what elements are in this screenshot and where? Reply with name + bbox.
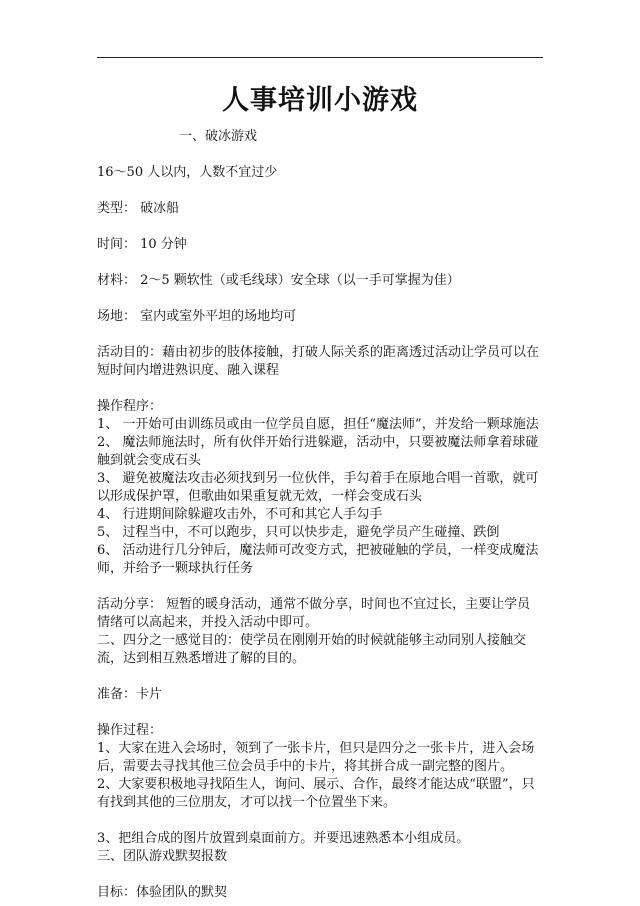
procedure-heading: 操作程序： [97, 399, 163, 414]
section-heading-icebreaker: 一、破冰游戏 [179, 129, 258, 144]
sharing-paragraph: 活动分享： 短暂的暖身活动，通常不做分享，时间也不宜过长，主要让学员情绪可以高起来，并投入活动中即可。 [97, 597, 531, 630]
process-heading: 操作过程： [97, 723, 163, 738]
procedure-step: 3、 避免被魔法攻击必须找到另一位伙伴，手勾着手在原地合唱一首歌，就可以形成保护罩，但歌曲如果重复就无效，一样会变成石头 [97, 471, 539, 504]
purpose-paragraph: 活动目的：藉由初步的肢体接触，打破人际关系的距离透过活动让学员可以在短时间内增进熟识度、融入课程 [97, 345, 540, 378]
process-step: 2、大家要积极地寻找陌生人，询问、展示、合作，最终才能达成“联盟”，只有找到其他的三位朋友，才可以找一个位置坐下来。 [97, 777, 535, 810]
material-line: 材料： 2～5 颗软性（或毛线球）安全球（以一手可掌握为佳） [97, 273, 460, 288]
page-title: 人事培训小游戏 [222, 85, 418, 116]
procedure-step: 4、 行进期间除躲避攻击外，不可和其它人手勾手 [97, 507, 383, 522]
section-heading-team: 三、团队游戏默契报数 [97, 849, 228, 864]
procedure-step: 2、 魔法师施法时，所有伙伴开始行进躲避，活动中，只要被魔法师拿着球碰触到就会变成石头 [97, 435, 539, 468]
type-line: 类型： 破冰船 [97, 201, 180, 216]
process-step: 3、把组合成的图片放置到桌面前方。并要迅速熟悉本小组成员。 [97, 831, 470, 846]
procedure-step: 5、 过程当中，不可以跑步，只可以快步走，避免学员产生碰撞、跌倒 [97, 525, 500, 540]
document-body [97, 128, 543, 902]
time-line: 时间： 10 分钟 [97, 237, 187, 252]
preparation-line: 准备：卡片 [97, 687, 163, 702]
procedure-step: 1、 一开始可由训练员或由一位学员自愿，担任“魔法师”，并发给一颗球施法 [97, 417, 539, 432]
procedure-step: 6、 活动进行几分钟后，魔法师可改变方式，把被碰触的学员，一样变成魔法师，并给予一颗球执行任务 [97, 543, 539, 576]
top-rule [97, 57, 543, 58]
section-heading-quarter: 二、四分之一感觉目的：使学员在刚刚开始的时候就能够主动同别人接触交流，达到相互熟悉增进了解的目的。 [97, 633, 527, 666]
venue-line: 场地： 室内或室外平坦的场地均可 [97, 309, 297, 324]
goal-line: 目标：体验团队的默契 [97, 885, 228, 900]
group-size-line: 16～50 人以内，人数不宜过少 [97, 165, 278, 180]
process-step: 1、大家在进入会场时，领到了一张卡片，但只是四分之一张卡片，进入会场后，需要去寻找其他三位会员手中的卡片，将其拼合成一副完整的图片。 [97, 741, 535, 774]
